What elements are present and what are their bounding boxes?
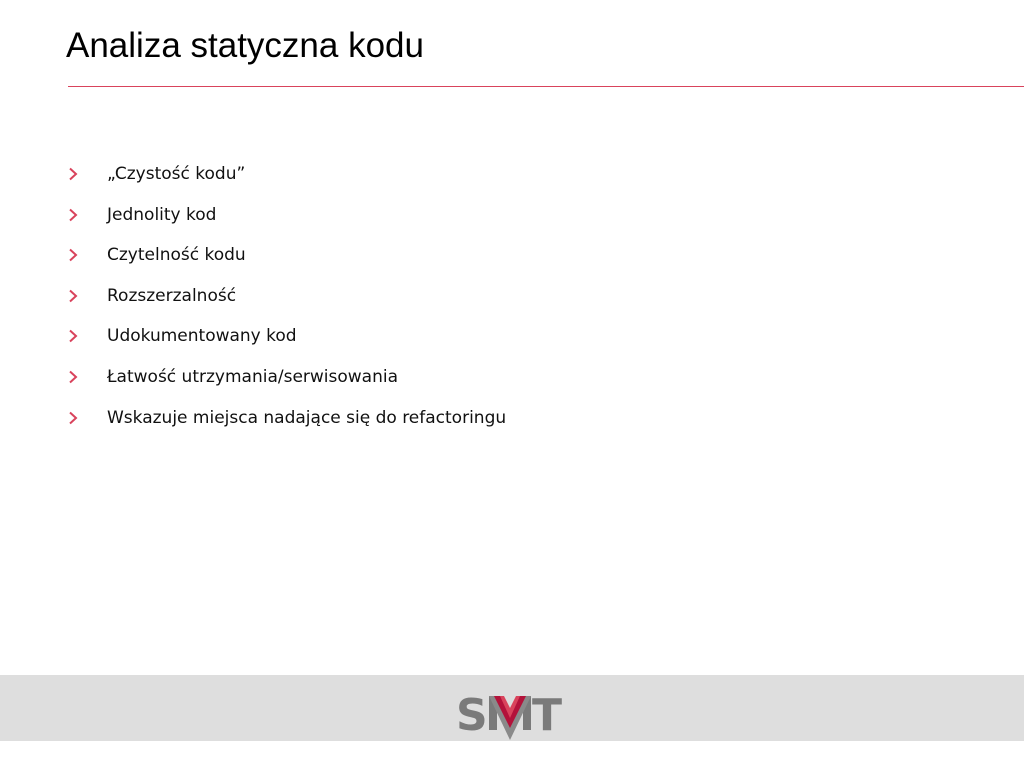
title-divider xyxy=(68,86,1024,87)
logo-m-mark xyxy=(489,696,531,740)
chevron-right-icon xyxy=(66,284,107,303)
smt-logo xyxy=(456,688,568,744)
bullet-item xyxy=(66,284,506,325)
bullet-item xyxy=(66,324,506,365)
bullet-text: „Czystość kodu” xyxy=(107,164,246,184)
bullet-item xyxy=(66,243,506,284)
bullet-item xyxy=(66,162,506,203)
chevron-right-icon xyxy=(66,162,107,181)
chevron-right-icon xyxy=(66,406,107,425)
bullet-item xyxy=(66,203,506,244)
bullet-text: Wskazuje miejsca nadające się do refactoringu xyxy=(107,407,507,428)
logo-letter-t: T xyxy=(532,690,563,741)
chevron-right-icon xyxy=(66,203,107,222)
chevron-right-icon xyxy=(66,365,107,384)
bullet-text: Łatwość utrzymania/serwisowania xyxy=(107,366,399,387)
bullet-item xyxy=(66,365,506,406)
bullet-text: Udokumentowany kod xyxy=(107,326,297,347)
bullet-text: Jednolity kod xyxy=(107,204,217,225)
chevron-right-icon xyxy=(66,243,107,262)
bullet-text: Czytelność kodu xyxy=(107,245,246,266)
slide-title: Analiza statyczna kodu xyxy=(66,26,424,65)
bullet-item xyxy=(66,406,506,447)
bullet-list xyxy=(66,162,506,446)
logo-letter-s: S xyxy=(456,690,488,741)
chevron-right-icon xyxy=(66,324,107,343)
bullet-text: Rozszerzalność xyxy=(107,285,237,306)
